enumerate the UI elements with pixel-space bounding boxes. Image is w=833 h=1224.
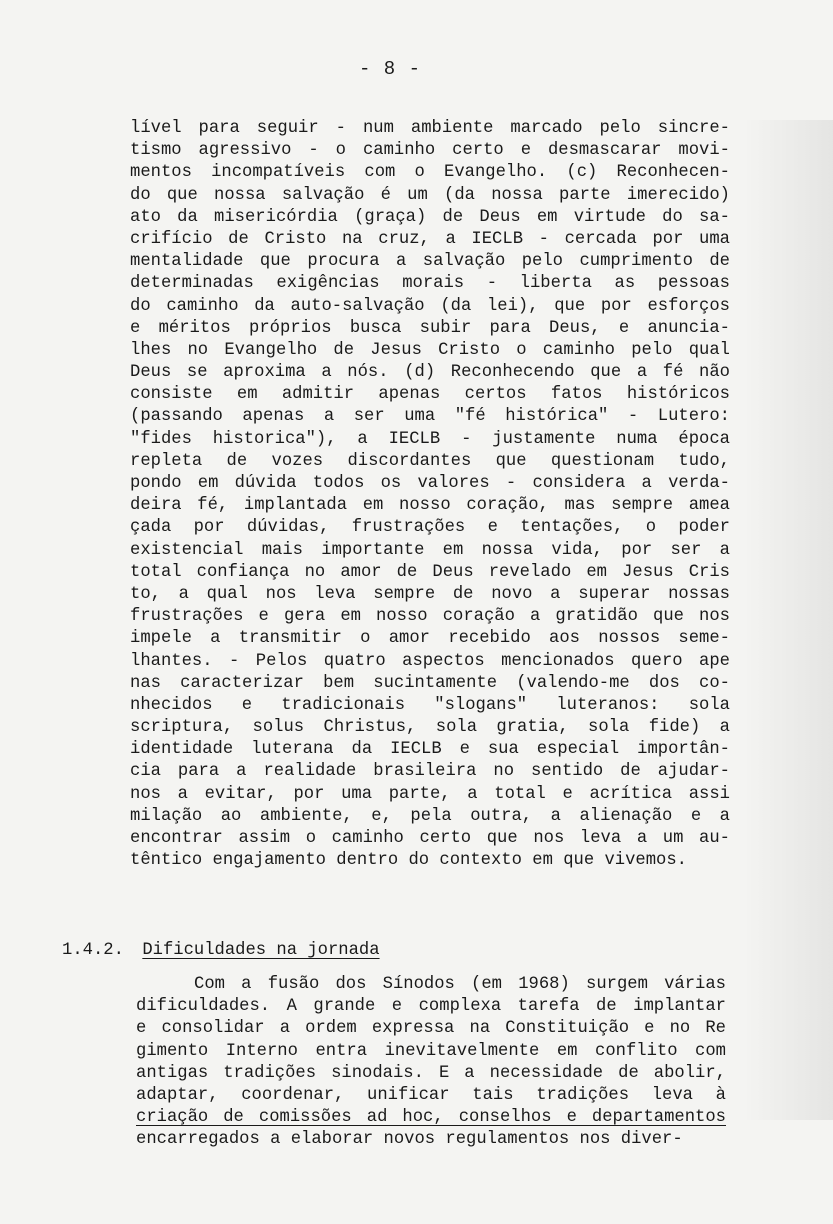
body-text (130, 118, 730, 872)
text-line: Com a fusão dos Sínodos (em 1968) surgem várias (194, 975, 726, 994)
text-line: consiste em admitir apenas certos fatos históricos (130, 385, 730, 405)
text-line: nos a evitar, por uma parte, a total e acrítica assi (130, 784, 730, 804)
text-line-underlined: criação de comissões ad hoc, conselhos e departamentos (136, 1108, 726, 1128)
text-line: têntico engajamento dentro do contexto em que vivemos. (130, 851, 687, 871)
text-line: to, a qual nos leva sempre de novo a superar nossas (130, 584, 730, 604)
text-line: determinadas exigências morais - liberta as pessoas (130, 274, 730, 294)
text-line: adaptar, coordenar, unificar tais tradições leva à (136, 1085, 726, 1105)
text-line: "fides historica"), a IECLB - justamente numa época (130, 429, 730, 449)
text-line: pondo em dúvida todos os valores - considera a verda- (130, 474, 730, 493)
text-line: do que nossa salvação é um (da nossa parte imerecido) (130, 185, 730, 205)
text-line: milação ao ambiente, e, pela outra, a alienação e a (130, 806, 730, 826)
text-line: do caminho da auto-salvação (da lei), que por esforços (130, 296, 730, 316)
text-line: gimento Interno entra inevitavelmente em conflito com (136, 1041, 726, 1061)
text-line: frustrações e gera em nosso coração a gratidão que nos (130, 607, 730, 627)
text-line: lhantes. - Pelos quatro aspectos mencionados quero ape (130, 651, 730, 671)
text-line: cia para a realidade brasileira no sentido de ajudar- (130, 762, 730, 782)
text-line: repleta de vozes discordantes que questionam tudo, (130, 451, 730, 471)
text-line: Deus se aproxima a nós. (d) Reconhecendo que a fé não (130, 363, 730, 383)
text-line: tismo agressivo - o caminho certo e desmascarar movi- (130, 141, 730, 161)
show-through-shadow (743, 120, 833, 1120)
section-body-text (136, 974, 726, 1152)
text-line: ato da misericórdia (graça) de Deus em virtude do sa- (130, 207, 730, 227)
section-number: 1.4.2. (62, 941, 124, 960)
page-number: - 8 - (358, 58, 421, 80)
text-line: antigas tradições sinodais. E a necessidade de abolir, (136, 1063, 726, 1083)
section-heading (62, 940, 762, 962)
text-line: nas caracterizar bem sucintamente (valendo-me dos co- (130, 673, 730, 693)
text-line: scriptura, solus Christus, sola gratia, sola fide) a (130, 718, 730, 738)
text-line: total confiança no amor de Deus revelado em Jesus Cris (130, 562, 730, 582)
section-title: Dificuldades na jornada (142, 941, 380, 960)
text-line: mentalidade que procura a salvação pelo cumprimento de (130, 252, 730, 272)
text-line: lhes no Evangelho de Jesus Cristo o caminho pelo qual (130, 340, 730, 360)
text-line: e méritos próprios busca subir para Deus, e anuncia- (130, 318, 730, 338)
text-line: existencial mais importante em nossa vida, por ser a (130, 540, 730, 560)
text-line: impele a transmitir o amor recebido aos nossos seme- (130, 629, 730, 649)
text-line: lível para seguir - num ambiente marcado pelo sincre- (130, 119, 730, 138)
text-line: deira fé, implantada em nosso coração, mas sempre amea (130, 496, 730, 516)
text-line: encarregados a elaborar novos regulamentos nos diver- (136, 1130, 683, 1150)
text-line: çada por dúvidas, frustrações e tentações, o poder (130, 518, 730, 538)
text-line: e consolidar a ordem expressa na Constituição e no Re (136, 1019, 726, 1039)
text-line: (passando apenas a ser uma "fé histórica" - Lutero: (130, 407, 730, 427)
text-line: dificuldades. A grande e complexa tarefa de implantar (136, 997, 726, 1017)
text-line: encontrar assim o caminho certo que nos leva a um au- (130, 829, 730, 848)
text-line: nhecidos e tradicionais "slogans" luteranos: sola (130, 695, 730, 715)
text-line: mentos incompatíveis com o Evangelho. (c) Reconhecen- (130, 163, 730, 183)
text-line: identidade luterana da IECLB e sua especial importân- (130, 740, 730, 760)
text-line: crifício de Cristo na cruz, a IECLB - cercada por uma (130, 229, 730, 249)
